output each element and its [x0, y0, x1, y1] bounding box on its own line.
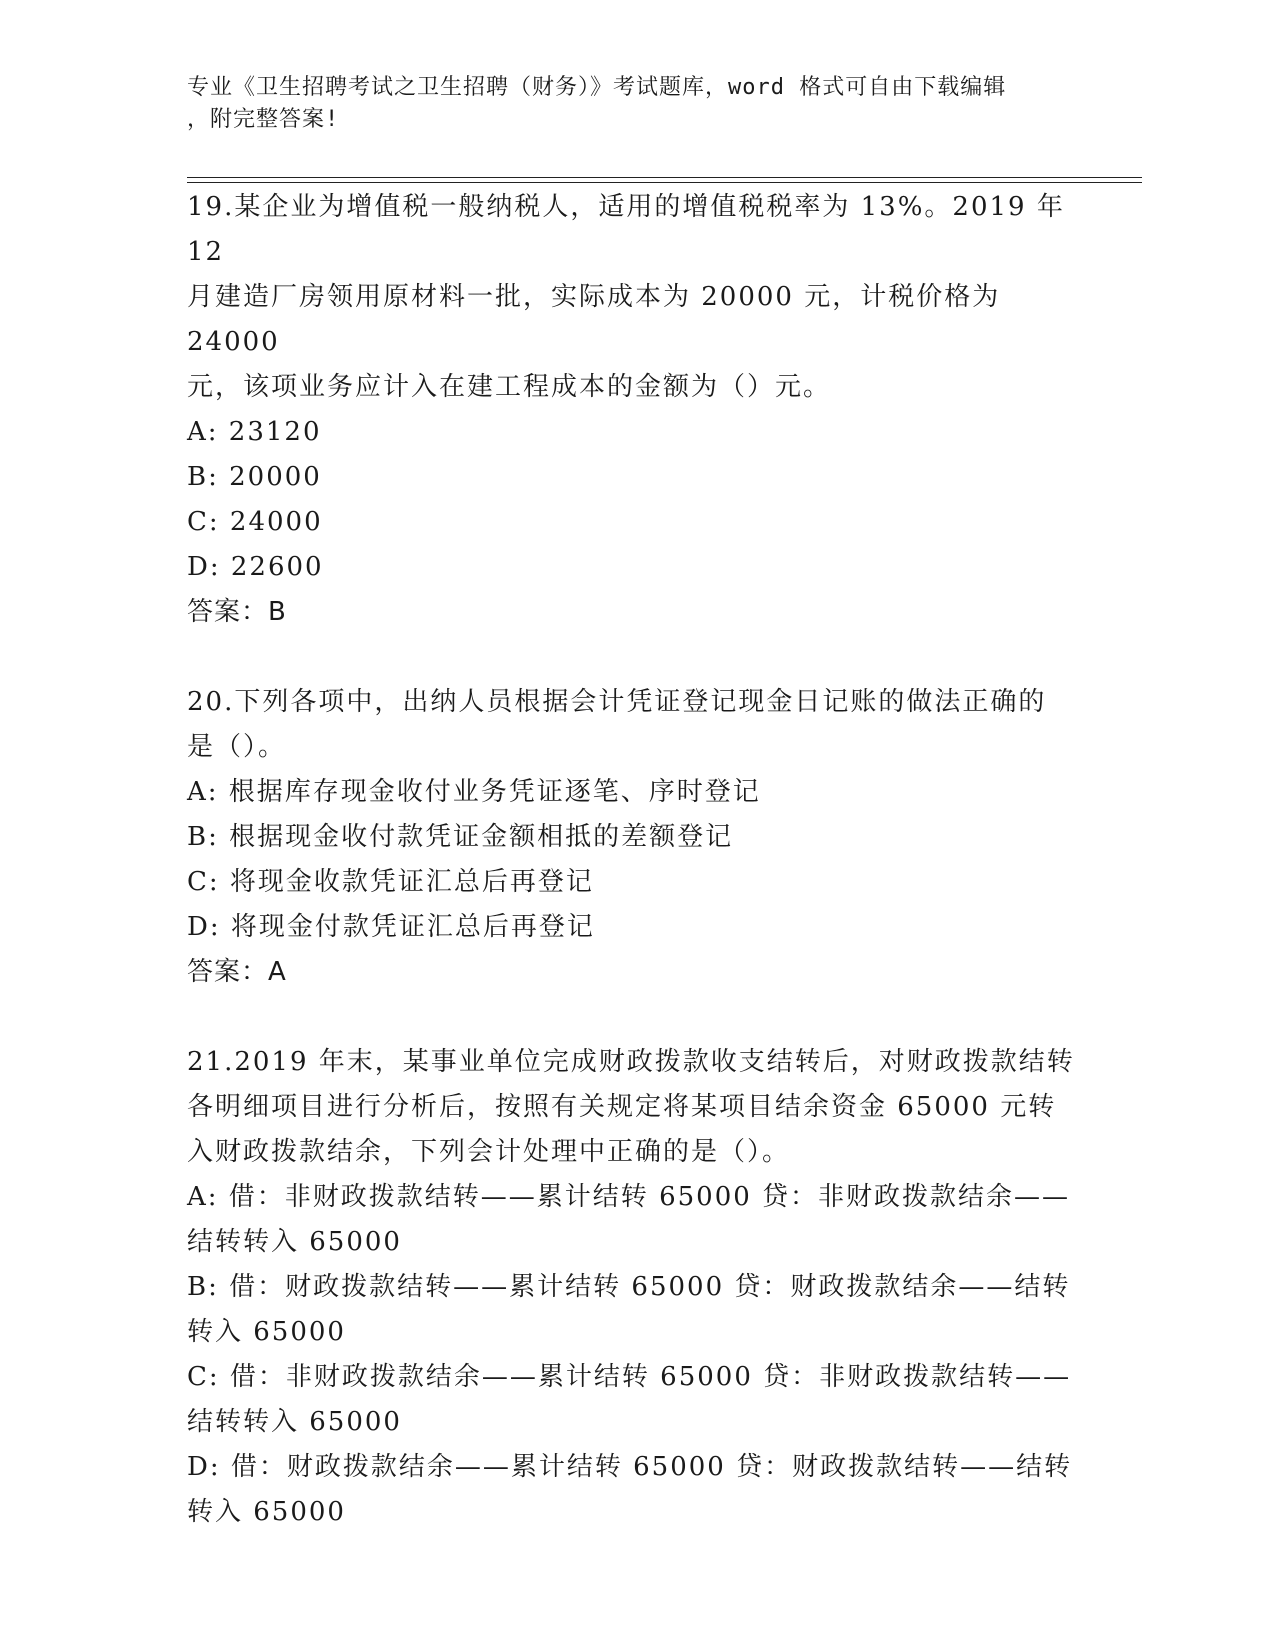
- option-c: C: 24000: [187, 507, 323, 537]
- option-a-continued: 结转转入 65000: [187, 1227, 402, 1257]
- spacer: [187, 635, 1077, 680]
- header-line-2: ，附完整答案!: [187, 107, 340, 132]
- header-divider-top: [187, 177, 1142, 178]
- option-a: A: 23120: [187, 417, 322, 447]
- answer: 答案：B: [187, 597, 287, 627]
- option-d: D: 借：财政拨款结余——累计结转 65000 贷：财政拨款结转——结转: [187, 1452, 1073, 1482]
- option-d: D: 22600: [187, 552, 324, 582]
- question-list: [187, 185, 1077, 1535]
- question-stem-line: 各明细项目进行分析后，按照有关规定将某项目结余资金 65000 元转: [187, 1092, 1057, 1122]
- question-20: [187, 680, 1077, 995]
- option-d: D: 将现金付款凭证汇总后再登记: [187, 912, 595, 942]
- question-stem-line: 元，该项业务应计入在建工程成本的金额为（）元。: [187, 372, 832, 402]
- question-stem-line: 21.2019 年末，某事业单位完成财政拨款收支结转后，对财政拨款结转: [187, 1047, 1075, 1077]
- question-stem-line: 入财政拨款结余，下列会计处理中正确的是（）。: [187, 1137, 791, 1167]
- question-stem-line: 是（）。: [187, 732, 287, 762]
- option-a: A: 借：非财政拨款结转——累计结转 65000 贷：非财政拨款结余——: [187, 1182, 1071, 1212]
- document-header: [187, 72, 1067, 136]
- question-stem-line: 19.某企业为增值税一般纳税人，适用的增值税税率为 13%。2019 年 12: [187, 192, 1065, 267]
- header-line-1: 专业《卫生招聘考试之卫生招聘（财务）》考试题库，word 格式可自由下载编辑: [187, 75, 1007, 100]
- option-b: B: 借：财政拨款结转——累计结转 65000 贷：财政拨款结余——结转: [187, 1272, 1071, 1302]
- question-19: [187, 185, 1077, 635]
- question-stem-line: 20.下列各项中，出纳人员根据会计凭证登记现金日记账的做法正确的: [187, 687, 1047, 717]
- option-b: B: 20000: [187, 462, 322, 492]
- header-divider-bottom: [187, 182, 1142, 183]
- option-b: B: 根据现金收付款凭证金额相抵的差额登记: [187, 822, 734, 852]
- option-c: C: 借：非财政拨款结余——累计结转 65000 贷：非财政拨款结转——: [187, 1362, 1072, 1392]
- question-21: [187, 1040, 1077, 1535]
- option-d-continued: 转入 65000: [187, 1497, 346, 1527]
- option-b-continued: 转入 65000: [187, 1317, 346, 1347]
- option-c: C: 将现金收款凭证汇总后再登记: [187, 867, 594, 897]
- answer: 答案：A: [187, 957, 287, 987]
- option-c-continued: 结转转入 65000: [187, 1407, 402, 1437]
- spacer: [187, 995, 1077, 1040]
- question-stem-line: 月建造厂房领用原材料一批，实际成本为 20000 元，计税价格为 24000: [187, 282, 1001, 357]
- option-a: A: 根据库存现金收付业务凭证逐笔、序时登记: [187, 777, 761, 807]
